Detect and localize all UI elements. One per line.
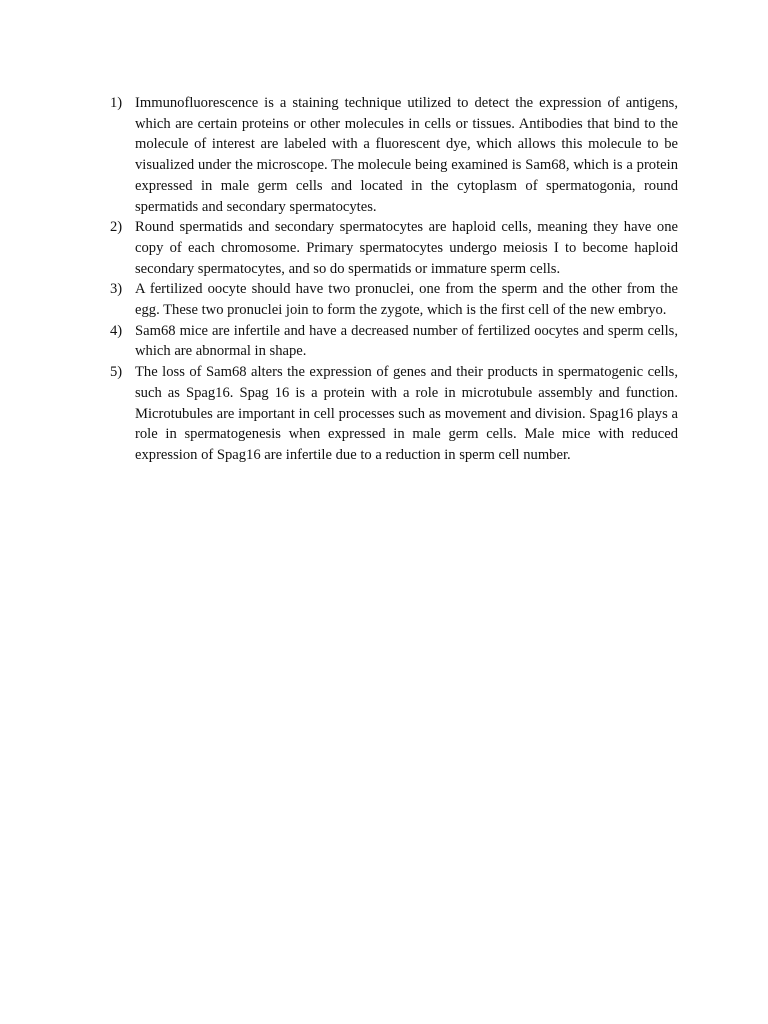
item-text: Round spermatids and secondary spermatocytes are haploid cells, meaning they have one copy of each chromosome. Primary spermatocytes undergo meiosis I to become haploid secondary spermatocytes, and so do spermatids or immature sperm cells. [135,219,678,277]
item-text: Immunofluorescence is a staining technique utilized to detect the expression of antigens, which are certain proteins or other molecules in cells or tissues. Antibodies that bind to the molecule of interest are labeled with a fluorescent dye, which allows this molecule to be visualized under the microscope. The molecule being examined is Sam68, which is a protein expressed in male germ cells and located in the cytoplasm of spermatogonia, round spermatids and secondary spermatocytes. [135,95,678,215]
list-item [110,321,678,362]
item-number: 5) [110,364,123,381]
list-item [110,362,678,466]
list-item [110,93,678,217]
item-text: Sam68 mice are infertile and have a decreased number of fertilized oocytes and sperm cells, which are abnormal in shape. [135,322,678,360]
list-item [110,217,678,279]
item-text: A fertilized oocyte should have two pronuclei, one from the sperm and the other from the egg. These two pronuclei join to form the zygote, which is the first cell of the new embryo. [135,281,678,319]
item-text: The loss of Sam68 alters the expression of genes and their products in spermatogenic cells, such as Spag16. Spag 16 is a protein with a role in microtubule assembly and function. Microtubules are important in cell processes such as movement and division. Spag16 plays a role in spermatogenesis when expressed in male germ cells. Male mice with reduced expression of Spag16 are infertile due to a reduction in sperm cell number. [135,364,678,463]
item-number: 3) [110,281,123,298]
item-number: 1) [110,95,123,111]
numbered-list [110,93,678,466]
list-item [110,279,678,320]
item-number: 4) [110,322,123,339]
item-number: 2) [110,219,123,236]
